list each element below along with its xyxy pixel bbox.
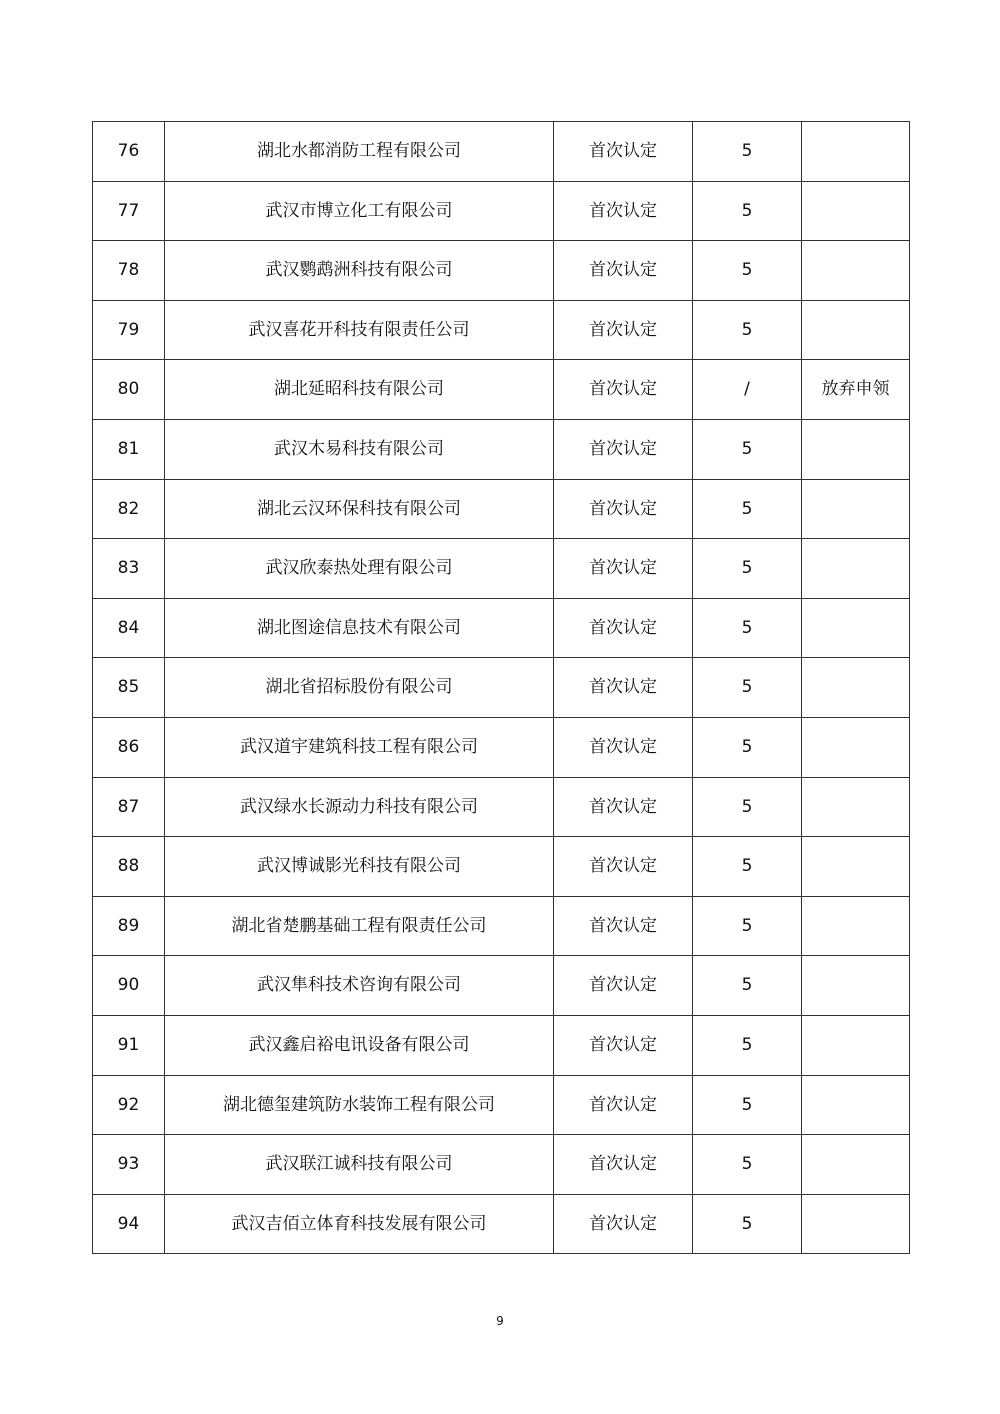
row-number-cell: 88: [93, 837, 165, 897]
score-cell: 5: [693, 777, 802, 837]
row-number-cell: 78: [93, 241, 165, 301]
row-number-cell: 86: [93, 717, 165, 777]
table-row: [93, 122, 910, 182]
remark-cell: [802, 539, 910, 599]
remark-cell: [802, 1015, 910, 1075]
score-cell: 5: [693, 1015, 802, 1075]
table-row: [93, 598, 910, 658]
company-list-table-container: [92, 121, 909, 1254]
row-number-cell: 79: [93, 300, 165, 360]
company-name-cell: 武汉隼科技术咨询有限公司: [165, 956, 554, 1016]
table-row: [93, 777, 910, 837]
company-name-cell: 武汉欣泰热处理有限公司: [165, 539, 554, 599]
table-row: [93, 658, 910, 718]
table-row: [93, 1075, 910, 1135]
score-cell: 5: [693, 1194, 802, 1254]
remark-cell: [802, 717, 910, 777]
company-name-cell: 湖北省招标股份有限公司: [165, 658, 554, 718]
table-row: [93, 300, 910, 360]
remark-cell: [802, 122, 910, 182]
certification-type-cell: 首次认定: [554, 598, 693, 658]
row-number-cell: 77: [93, 181, 165, 241]
table-row: [93, 539, 910, 599]
row-number-cell: 90: [93, 956, 165, 1016]
certification-type-cell: 首次认定: [554, 896, 693, 956]
page-number: 9: [496, 1314, 504, 1328]
score-cell: 5: [693, 658, 802, 718]
remark-cell: [802, 1075, 910, 1135]
remark-cell: [802, 658, 910, 718]
company-name-cell: 武汉博诚影光科技有限公司: [165, 837, 554, 897]
certification-type-cell: 首次认定: [554, 1135, 693, 1195]
table-row: [93, 1015, 910, 1075]
score-cell: 5: [693, 598, 802, 658]
company-name-cell: 武汉吉佰立体育科技发展有限公司: [165, 1194, 554, 1254]
company-name-cell: 武汉鑫启裕电讯设备有限公司: [165, 1015, 554, 1075]
certification-type-cell: 首次认定: [554, 419, 693, 479]
score-cell: 5: [693, 300, 802, 360]
table-row: [93, 181, 910, 241]
score-cell: 5: [693, 181, 802, 241]
remark-cell: [802, 1194, 910, 1254]
score-cell: /: [693, 360, 802, 420]
score-cell: 5: [693, 122, 802, 182]
remark-cell: [802, 896, 910, 956]
remark-cell: 放弃申领: [802, 360, 910, 420]
row-number-cell: 83: [93, 539, 165, 599]
certification-type-cell: 首次认定: [554, 1015, 693, 1075]
remark-cell: [802, 1135, 910, 1195]
table-row: [93, 956, 910, 1016]
company-name-cell: 湖北图途信息技术有限公司: [165, 598, 554, 658]
company-name-cell: 武汉市博立化工有限公司: [165, 181, 554, 241]
score-cell: 5: [693, 241, 802, 301]
row-number-cell: 94: [93, 1194, 165, 1254]
certification-type-cell: 首次认定: [554, 300, 693, 360]
score-cell: 5: [693, 419, 802, 479]
company-name-cell: 湖北云汉环保科技有限公司: [165, 479, 554, 539]
company-name-cell: 武汉绿水长源动力科技有限公司: [165, 777, 554, 837]
certification-type-cell: 首次认定: [554, 956, 693, 1016]
row-number-cell: 87: [93, 777, 165, 837]
certification-type-cell: 首次认定: [554, 717, 693, 777]
table-row: [93, 837, 910, 897]
certification-type-cell: 首次认定: [554, 837, 693, 897]
row-number-cell: 89: [93, 896, 165, 956]
company-name-cell: 湖北德玺建筑防水装饰工程有限公司: [165, 1075, 554, 1135]
score-cell: 5: [693, 956, 802, 1016]
remark-cell: [802, 181, 910, 241]
table-body: [93, 122, 910, 1254]
company-name-cell: 湖北水都消防工程有限公司: [165, 122, 554, 182]
certification-type-cell: 首次认定: [554, 122, 693, 182]
row-number-cell: 84: [93, 598, 165, 658]
row-number-cell: 91: [93, 1015, 165, 1075]
certification-type-cell: 首次认定: [554, 181, 693, 241]
table-row: [93, 1135, 910, 1195]
company-name-cell: 武汉喜花开科技有限责任公司: [165, 300, 554, 360]
row-number-cell: 92: [93, 1075, 165, 1135]
certification-type-cell: 首次认定: [554, 658, 693, 718]
company-name-cell: 武汉道宇建筑科技工程有限公司: [165, 717, 554, 777]
row-number-cell: 93: [93, 1135, 165, 1195]
table-row: [93, 479, 910, 539]
table-row: [93, 419, 910, 479]
remark-cell: [802, 300, 910, 360]
row-number-cell: 85: [93, 658, 165, 718]
score-cell: 5: [693, 1075, 802, 1135]
table-row: [93, 1194, 910, 1254]
certification-type-cell: 首次认定: [554, 777, 693, 837]
row-number-cell: 76: [93, 122, 165, 182]
remark-cell: [802, 241, 910, 301]
score-cell: 5: [693, 539, 802, 599]
table-row: [93, 896, 910, 956]
certification-type-cell: 首次认定: [554, 1194, 693, 1254]
remark-cell: [802, 837, 910, 897]
company-name-cell: 武汉联江诚科技有限公司: [165, 1135, 554, 1195]
row-number-cell: 82: [93, 479, 165, 539]
remark-cell: [802, 479, 910, 539]
company-name-cell: 湖北延昭科技有限公司: [165, 360, 554, 420]
remark-cell: [802, 777, 910, 837]
score-cell: 5: [693, 896, 802, 956]
company-name-cell: 武汉鹦鹉洲科技有限公司: [165, 241, 554, 301]
certification-type-cell: 首次认定: [554, 241, 693, 301]
table-row: [93, 360, 910, 420]
table-row: [93, 717, 910, 777]
certification-type-cell: 首次认定: [554, 360, 693, 420]
remark-cell: [802, 419, 910, 479]
score-cell: 5: [693, 837, 802, 897]
company-list-table: [92, 121, 910, 1254]
company-name-cell: 武汉木易科技有限公司: [165, 419, 554, 479]
score-cell: 5: [693, 717, 802, 777]
score-cell: 5: [693, 479, 802, 539]
certification-type-cell: 首次认定: [554, 479, 693, 539]
table-row: [93, 241, 910, 301]
certification-type-cell: 首次认定: [554, 1075, 693, 1135]
score-cell: 5: [693, 1135, 802, 1195]
row-number-cell: 81: [93, 419, 165, 479]
company-name-cell: 湖北省楚鹏基础工程有限责任公司: [165, 896, 554, 956]
remark-cell: [802, 956, 910, 1016]
remark-cell: [802, 598, 910, 658]
row-number-cell: 80: [93, 360, 165, 420]
certification-type-cell: 首次认定: [554, 539, 693, 599]
